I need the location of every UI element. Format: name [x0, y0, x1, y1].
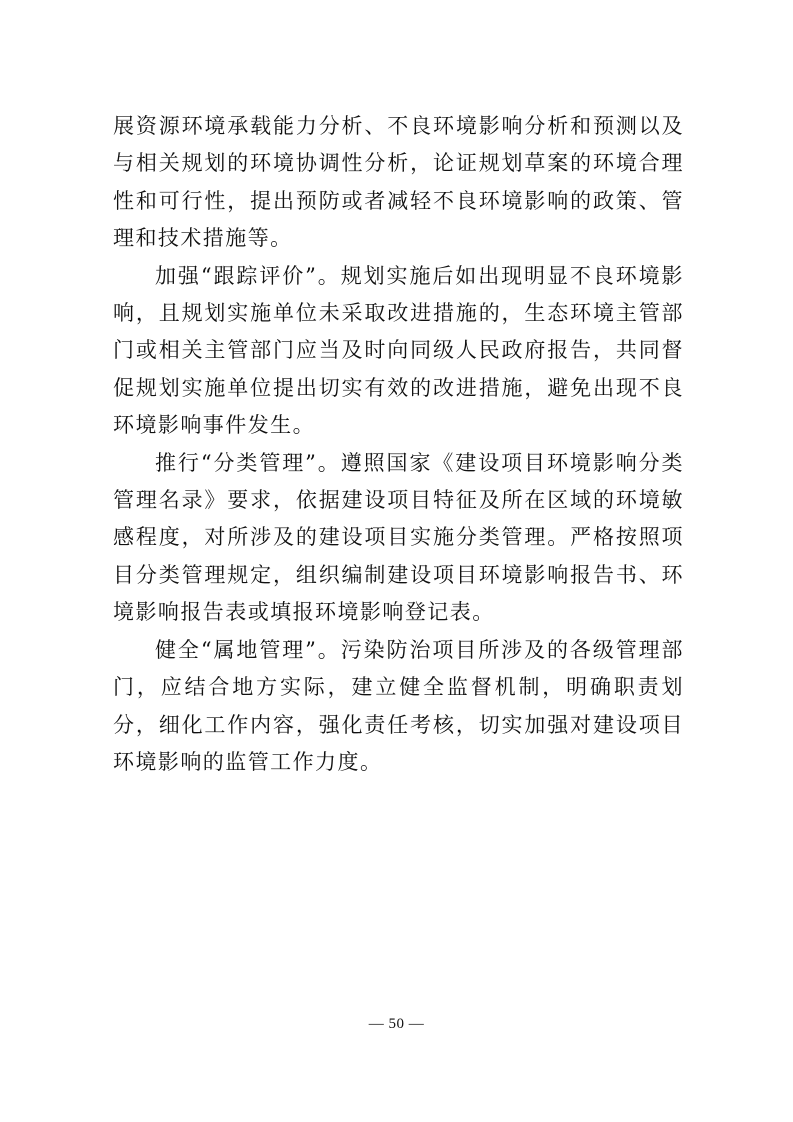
- body-text: [113, 108, 684, 781]
- paragraph-continuation: 展资源环境承载能力分析、不良环境影响分析和预测以及与相关规划的环境协调性分析，论证规划草案的环境合理性和可行性，提出预防或者减轻不良环境影响的政策、管理和技术措施等。: [113, 114, 684, 251]
- paragraph-tracking-evaluation: 加强“跟踪评价”。规划实施后如出现明显不良环境影响，且规划实施单位未采取改进措施的，生态环境主管部门或相关主管部门应当及时向同级人民政府报告，共同督促规划实施单位提出切实有效的改进措施，避免出现不良环境影响事件发生。: [113, 263, 684, 438]
- page-number: — 50 —: [368, 1016, 425, 1032]
- paragraph-classified-management: 推行“分类管理”。遵照国家《建设项目环境影响分类管理名录》要求，依据建设项目特征及所在区域的环境敏感程度，对所涉及的建设项目实施分类管理。严格按照项目分类管理规定，组织编制建设项目环境影响报告书、环境影响报告表或填报环境影响登记表。: [113, 450, 684, 625]
- paragraph-territorial-management: 健全“属地管理”。污染防治项目所涉及的各级管理部门，应结合地方实际，建立健全监督机制，明确职责划分，细化工作内容，强化责任考核，切实加强对建设项目环境影响的监管工作力度。: [113, 637, 684, 774]
